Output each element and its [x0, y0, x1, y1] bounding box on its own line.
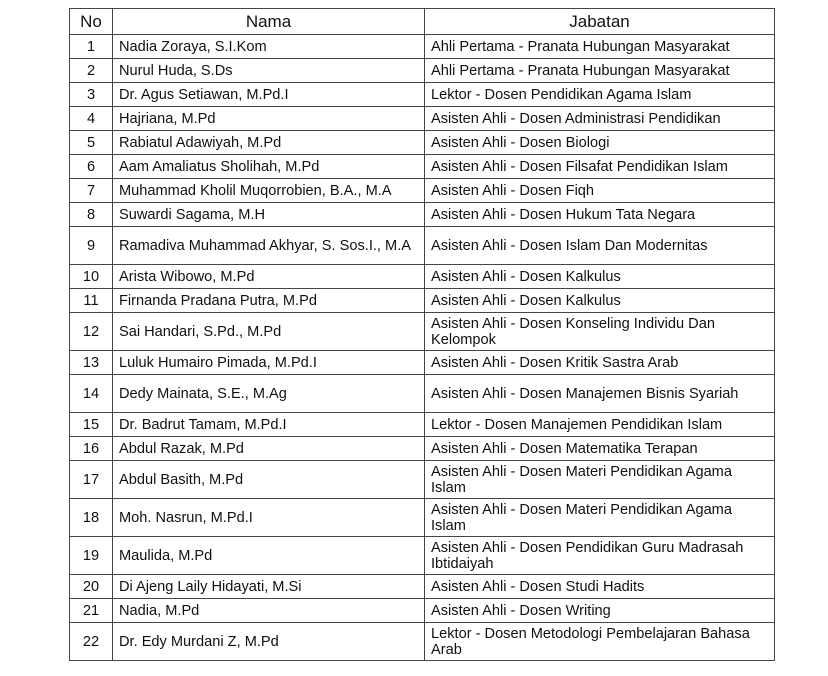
name-cell: Sai Handari, S.Pd., M.Pd	[113, 313, 425, 351]
name-cell: Ramadiva Muhammad Akhyar, S. Sos.I., M.A	[113, 227, 425, 265]
position-cell: Lektor - Dosen Manajemen Pendidikan Islam	[425, 413, 775, 437]
position-cell: Asisten Ahli - Dosen Filsafat Pendidikan Islam	[425, 155, 775, 179]
position-cell: Asisten Ahli - Dosen Pendidikan Guru Madrasah Ibtidaiyah	[425, 537, 775, 575]
row-number-cell: 21	[70, 599, 113, 623]
name-cell: Abdul Razak, M.Pd	[113, 437, 425, 461]
position-cell: Asisten Ahli - Dosen Kritik Sastra Arab	[425, 351, 775, 375]
table-row	[70, 599, 775, 623]
table-row	[70, 623, 775, 661]
table-row	[70, 537, 775, 575]
position-cell: Asisten Ahli - Dosen Manajemen Bisnis Syariah	[425, 375, 775, 413]
row-number-cell: 10	[70, 265, 113, 289]
table-row	[70, 131, 775, 155]
row-number-cell: 8	[70, 203, 113, 227]
position-cell: Asisten Ahli - Dosen Kalkulus	[425, 265, 775, 289]
name-cell: Nurul Huda, S.Ds	[113, 59, 425, 83]
row-number-cell: 19	[70, 537, 113, 575]
name-cell: Maulida, M.Pd	[113, 537, 425, 575]
position-cell: Asisten Ahli - Dosen Hukum Tata Negara	[425, 203, 775, 227]
column-header-nama: Nama	[113, 9, 425, 35]
staff-position-table	[69, 8, 775, 661]
table-row	[70, 575, 775, 599]
column-header-jabatan: Jabatan	[425, 9, 775, 35]
position-cell: Asisten Ahli - Dosen Materi Pendidikan Agama Islam	[425, 461, 775, 499]
position-cell: Asisten Ahli - Dosen Materi Pendidikan Agama Islam	[425, 499, 775, 537]
table-row	[70, 499, 775, 537]
table-row	[70, 289, 775, 313]
table-row	[70, 351, 775, 375]
name-cell: Arista Wibowo, M.Pd	[113, 265, 425, 289]
row-number-cell: 2	[70, 59, 113, 83]
row-number-cell: 1	[70, 35, 113, 59]
position-cell: Asisten Ahli - Dosen Writing	[425, 599, 775, 623]
name-cell: Aam Amaliatus Sholihah, M.Pd	[113, 155, 425, 179]
name-cell: Dr. Badrut Tamam, M.Pd.I	[113, 413, 425, 437]
table-row	[70, 35, 775, 59]
position-cell: Lektor - Dosen Pendidikan Agama Islam	[425, 83, 775, 107]
name-cell: Suwardi Sagama, M.H	[113, 203, 425, 227]
row-number-cell: 22	[70, 623, 113, 661]
position-cell: Asisten Ahli - Dosen Fiqh	[425, 179, 775, 203]
name-cell: Muhammad Kholil Muqorrobien, B.A., M.A	[113, 179, 425, 203]
row-number-cell: 17	[70, 461, 113, 499]
row-number-cell: 9	[70, 227, 113, 265]
name-cell: Firnanda Pradana Putra, M.Pd	[113, 289, 425, 313]
table-row	[70, 461, 775, 499]
name-cell: Luluk Humairo Pimada, M.Pd.I	[113, 351, 425, 375]
name-cell: Dr. Agus Setiawan, M.Pd.I	[113, 83, 425, 107]
table-row	[70, 59, 775, 83]
name-cell: Hajriana, M.Pd	[113, 107, 425, 131]
table-row	[70, 83, 775, 107]
position-cell: Asisten Ahli - Dosen Matematika Terapan	[425, 437, 775, 461]
name-cell: Rabiatul Adawiyah, M.Pd	[113, 131, 425, 155]
table-row	[70, 265, 775, 289]
position-cell: Asisten Ahli - Dosen Biologi	[425, 131, 775, 155]
name-cell: Abdul Basith, M.Pd	[113, 461, 425, 499]
column-header-no: No	[70, 9, 113, 35]
row-number-cell: 6	[70, 155, 113, 179]
table-row	[70, 155, 775, 179]
position-cell: Asisten Ahli - Dosen Studi Hadits	[425, 575, 775, 599]
row-number-cell: 16	[70, 437, 113, 461]
table-row	[70, 227, 775, 265]
row-number-cell: 20	[70, 575, 113, 599]
position-cell: Asisten Ahli - Dosen Konseling Individu Dan Kelompok	[425, 313, 775, 351]
name-cell: Dr. Edy Murdani Z, M.Pd	[113, 623, 425, 661]
table-row	[70, 437, 775, 461]
table-row	[70, 375, 775, 413]
row-number-cell: 15	[70, 413, 113, 437]
row-number-cell: 13	[70, 351, 113, 375]
name-cell: Dedy Mainata, S.E., M.Ag	[113, 375, 425, 413]
table-header-row	[70, 9, 775, 35]
name-cell: Nadia, M.Pd	[113, 599, 425, 623]
name-cell: Di Ajeng Laily Hidayati, M.Si	[113, 575, 425, 599]
row-number-cell: 18	[70, 499, 113, 537]
row-number-cell: 11	[70, 289, 113, 313]
row-number-cell: 5	[70, 131, 113, 155]
position-cell: Asisten Ahli - Dosen Islam Dan Modernitas	[425, 227, 775, 265]
position-cell: Asisten Ahli - Dosen Administrasi Pendidikan	[425, 107, 775, 131]
row-number-cell: 3	[70, 83, 113, 107]
name-cell: Nadia Zoraya, S.I.Kom	[113, 35, 425, 59]
table-row	[70, 179, 775, 203]
table-row	[70, 413, 775, 437]
row-number-cell: 7	[70, 179, 113, 203]
position-cell: Asisten Ahli - Dosen Kalkulus	[425, 289, 775, 313]
row-number-cell: 4	[70, 107, 113, 131]
table-row	[70, 313, 775, 351]
position-cell: Lektor - Dosen Metodologi Pembelajaran Bahasa Arab	[425, 623, 775, 661]
table-row	[70, 203, 775, 227]
row-number-cell: 14	[70, 375, 113, 413]
position-cell: Ahli Pertama - Pranata Hubungan Masyarakat	[425, 35, 775, 59]
name-cell: Moh. Nasrun, M.Pd.I	[113, 499, 425, 537]
table-row	[70, 107, 775, 131]
row-number-cell: 12	[70, 313, 113, 351]
position-cell: Ahli Pertama - Pranata Hubungan Masyarakat	[425, 59, 775, 83]
